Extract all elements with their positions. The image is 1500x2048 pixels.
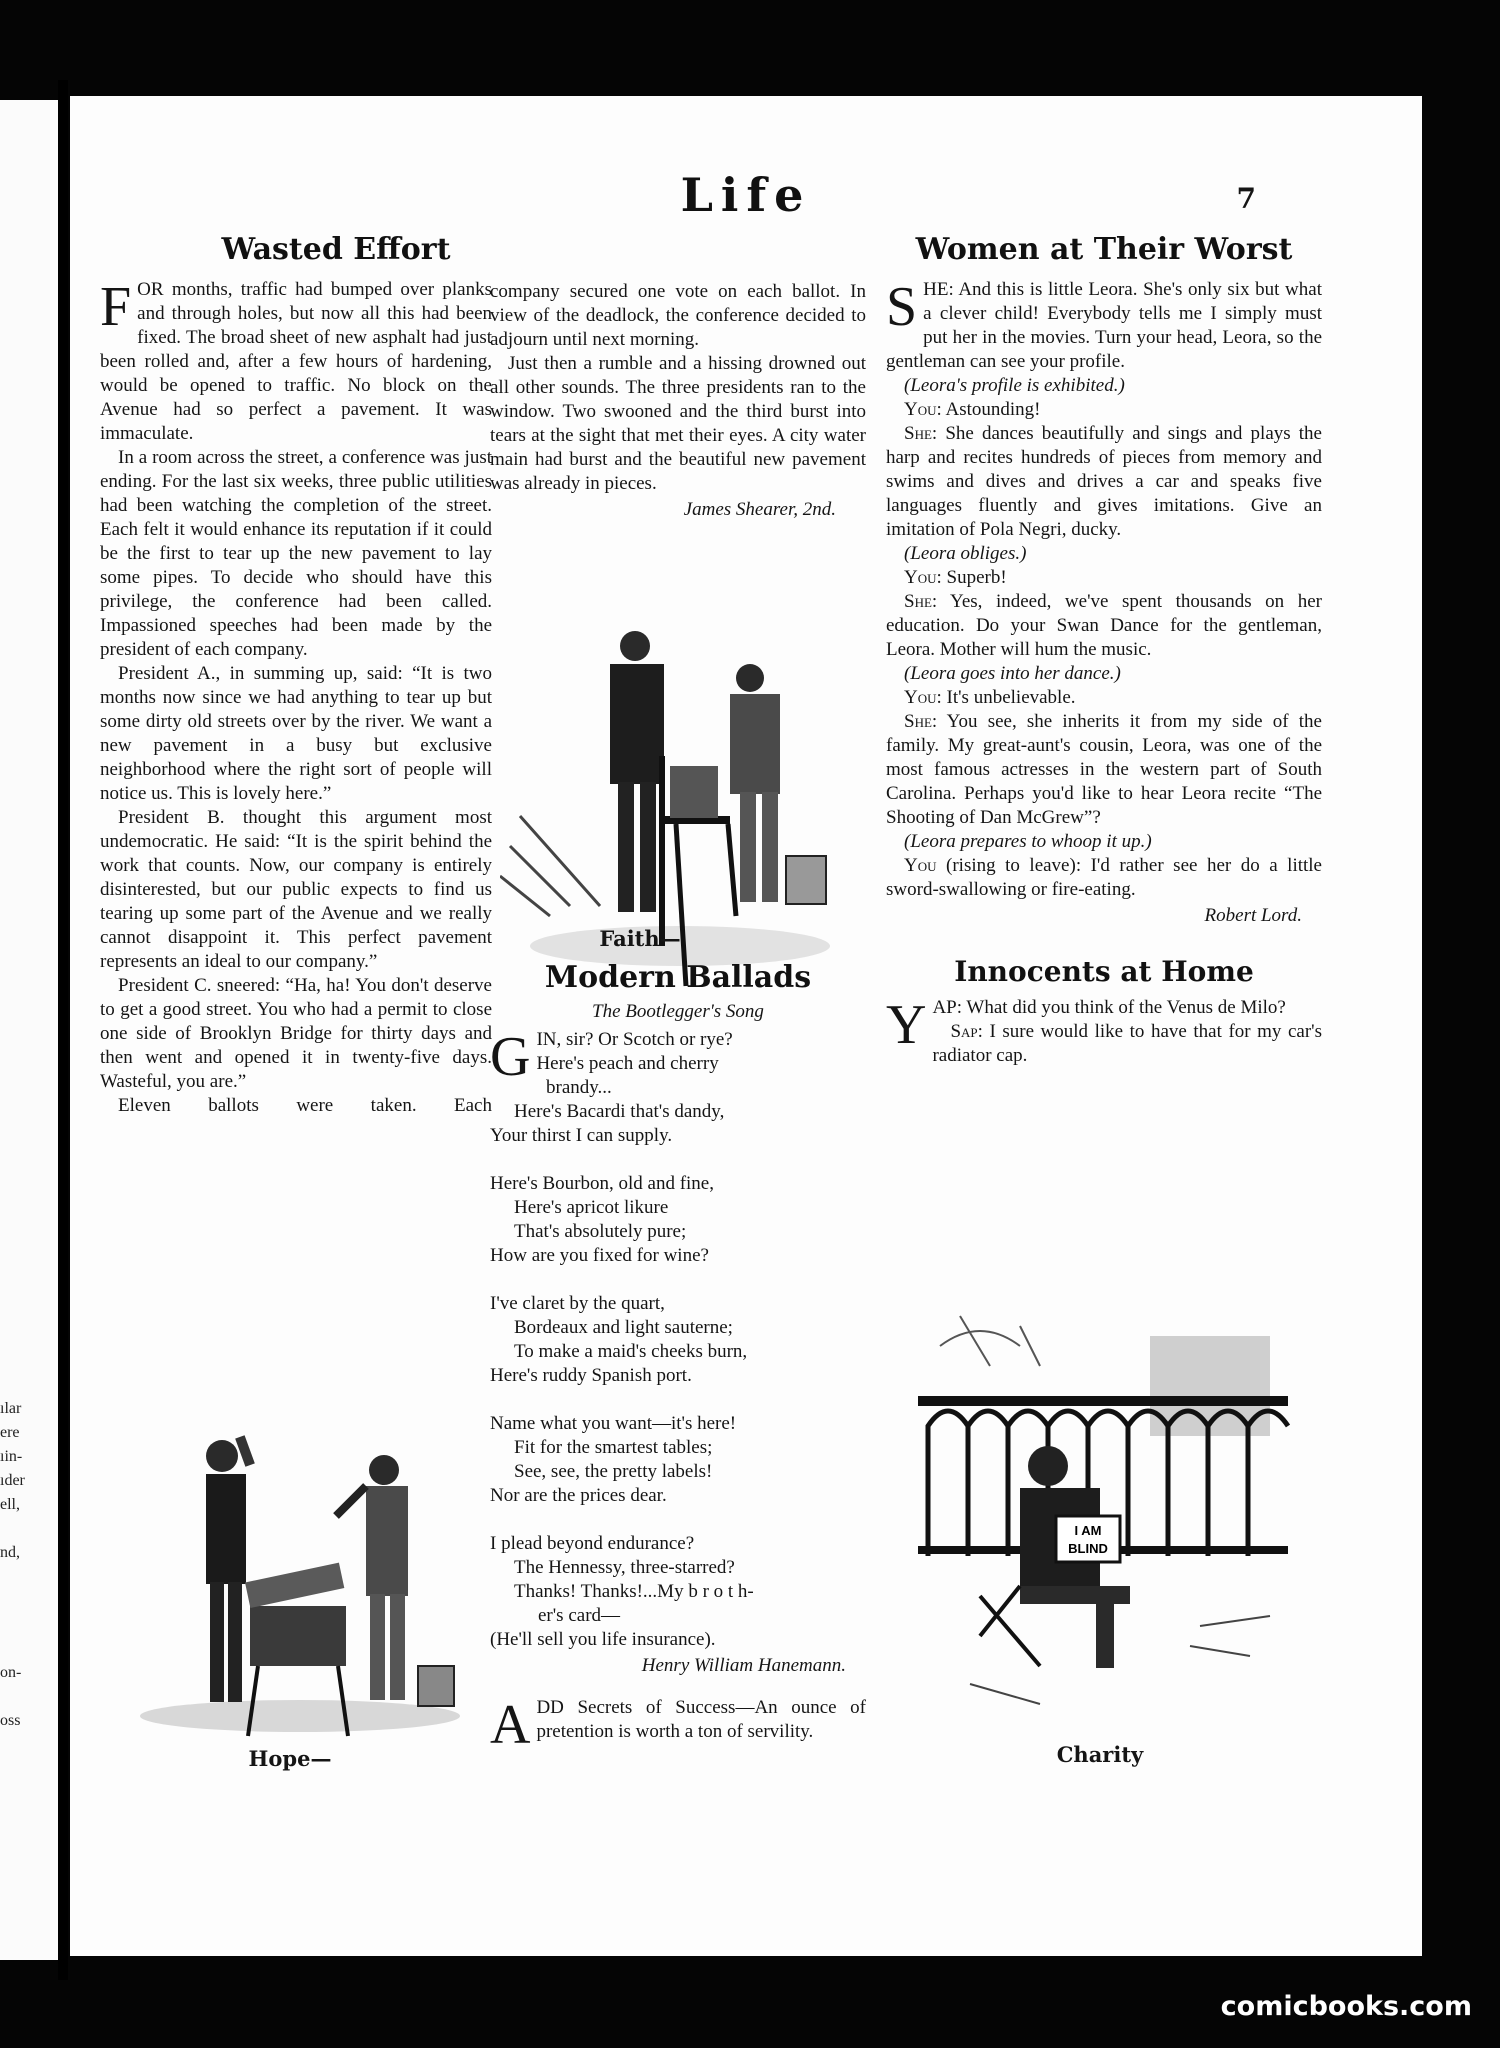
column-wasted-effort bbox=[100, 232, 492, 1118]
page-number: 7 bbox=[1236, 182, 1256, 215]
article-title: Women at Their Worst bbox=[915, 232, 1293, 267]
drop-cap: G bbox=[490, 1026, 531, 1088]
fence-arch bbox=[928, 1411, 968, 1556]
poem-stanza bbox=[490, 1532, 866, 1652]
drop-cap: S bbox=[886, 276, 918, 338]
poem-stanza bbox=[490, 1412, 866, 1508]
dialogue-line: SHE: And this is little Leora. She's only six but what a clever child! Everybody tells me I simply must put her in the movies. Turn your head, Leora, so the gentleman can see your profile. bbox=[886, 276, 1322, 372]
dialogue-line: YAP: What did you think of the Venus de Milo? bbox=[886, 994, 1286, 1056]
poem-line: Here's ruddy Spanish port. bbox=[490, 1365, 692, 1386]
watermark: comicbooks.com bbox=[1220, 1991, 1472, 2022]
charity-caption: Charity bbox=[1056, 1742, 1144, 1767]
poem-line: Thanks! Thanks!...My b r o t h- bbox=[514, 1581, 754, 1602]
modern-ballads bbox=[490, 960, 866, 1756]
secrets-of-success: ADD Secrets of Success—An ounce of pretention is worth a ton of servility. bbox=[490, 1694, 866, 1756]
poem-line: Nor are the prices dear. bbox=[490, 1485, 667, 1506]
dialogue-line: You: Astounding! bbox=[904, 399, 1041, 420]
article-byline: James Shearer, 2nd. bbox=[683, 499, 836, 520]
article-title: Innocents at Home bbox=[954, 955, 1254, 988]
poem-line: I've claret by the quart, bbox=[490, 1293, 665, 1314]
poem-line: Here's peach and cherry bbox=[536, 1053, 719, 1074]
stage-direction: (Leora's profile is exhibited.) bbox=[904, 375, 1125, 396]
poem-stanza bbox=[490, 1028, 866, 1148]
dialogue-line: You: It's unbelievable. bbox=[904, 687, 1076, 708]
stage-direction: (Leora obliges.) bbox=[904, 543, 1027, 564]
dialogue-line: She: Yes, indeed, we've spent thousands on her education. Do your Swan Dance for the gentleman, Leora. Mother will hum the music. bbox=[886, 591, 1322, 660]
article-paragraph: company secured one vote on each ballot. In view of the deadlock, the conference decided to adjourn until next morning. bbox=[490, 281, 866, 350]
poem-line: (He'll sell you life insurance). bbox=[490, 1629, 716, 1650]
poem-line: To make a maid's cheeks burn, bbox=[514, 1341, 748, 1362]
poem-line: Fit for the smartest tables; bbox=[514, 1437, 713, 1458]
fence-arch bbox=[968, 1411, 1008, 1556]
stage-direction: (Leora goes into her dance.) bbox=[904, 663, 1121, 684]
poem-line: Your thirst I can supply. bbox=[490, 1125, 673, 1146]
article-byline: Robert Lord. bbox=[1204, 905, 1302, 926]
column-women-at-their-worst bbox=[886, 232, 1322, 1068]
poem-line: Here's apricot likure bbox=[514, 1197, 669, 1218]
sign-line-2: BLIND bbox=[1068, 1541, 1108, 1556]
drop-cap: F bbox=[100, 276, 132, 338]
article-paragraph: President C. sneered: “Ha, ha! You don't deserve to get a good street. You who had a permit to close one side of Brooklyn Bridge for thirty days and then went and opened it in twenty-five days. Wasteful, you are.” bbox=[100, 975, 492, 1092]
left-page-fragment: ıder bbox=[0, 1472, 25, 1489]
book-gutter bbox=[58, 80, 68, 1980]
poem-line: The Hennessy, three-starred? bbox=[514, 1557, 735, 1578]
poem-line: Name what you want—it's here! bbox=[490, 1413, 737, 1434]
poem-line: That's absolutely pure; bbox=[514, 1221, 687, 1242]
column-middle bbox=[490, 280, 866, 522]
charity-illustration bbox=[900, 1306, 1320, 1726]
left-page-fragment: on- bbox=[0, 1664, 22, 1681]
article-paragraph: In a room across the street, a conference was just ending. For the last six weeks, three public utilities had been watching the completion of the street. Each felt it would enhance its reputation if it could be the first to tear up the new pavement to lay some pipes. To decide who should have this privilege, the conference had been called. Impassioned speeches had been made by the president of each company. bbox=[100, 447, 492, 660]
hope-caption: Hope— bbox=[248, 1746, 332, 1771]
poem-line: Bordeaux and light sauterne; bbox=[514, 1317, 733, 1338]
dialogue-line: She: She dances beautifully and sings and plays the harp and recites hundreds of pieces from memory and swims and dives and drives a car and speaks five languages fluently and gives imitations. Give an imitation of Pola Negri, ducky. bbox=[886, 423, 1322, 540]
faith-caption: Faith— bbox=[599, 926, 681, 951]
faith-illustration bbox=[500, 616, 840, 1016]
poem-line: IN, sir? Or Scotch or rye? bbox=[536, 1029, 733, 1050]
article-paragraph: Just then a rumble and a hissing drowned out all other sounds. The three presidents ran to the window. Two swooned and the third burst into tears at the sight that met their eyes. A city water main had burst and the beautiful new pavement was already in pieces. bbox=[490, 353, 866, 494]
poem-line: Here's Bacardi that's dandy, bbox=[514, 1101, 725, 1122]
magazine-page bbox=[70, 96, 1422, 1956]
poem-byline: Henry William Hanemann. bbox=[641, 1655, 846, 1676]
dialogue-line: She: You see, she inherits it from my side of the family. My great-aunt's cousin, Leora, was one of the most famous actresses in the western part of South Carolina. Perhaps you'd like to hear Leora recite “The Shooting of Dan McGrew”? bbox=[886, 711, 1322, 828]
poem-subtitle: The Bootlegger's Song bbox=[592, 1001, 764, 1022]
poem-line: Here's Bourbon, old and fine, bbox=[490, 1173, 714, 1194]
left-page-fragment: ere bbox=[0, 1424, 20, 1441]
poem-line: How are you fixed for wine? bbox=[490, 1245, 709, 1266]
stage-direction: (Leora prepares to whoop it up.) bbox=[904, 831, 1152, 852]
hope-illustration bbox=[122, 1416, 478, 1746]
drop-cap: A bbox=[490, 1694, 531, 1756]
masthead-logo: Life bbox=[680, 168, 812, 222]
dialogue-line: You: Superb! bbox=[904, 567, 1007, 588]
article-title: Wasted Effort bbox=[221, 232, 451, 267]
poem-line: brandy... bbox=[546, 1077, 612, 1098]
article-paragraph: President B. thought this argument most undemocratic. He said: “It is the spirit behind the work that counts. Now, our company is entirely disinterested, but our public expects to find us tearing up some part of the Avenue and we really cannot disappoint it. This perfect pavement represents an ideal to our company.” bbox=[100, 807, 492, 972]
left-page-fragment: ell, bbox=[0, 1496, 20, 1513]
left-facing-page bbox=[0, 100, 62, 1960]
left-page-fragment: oss bbox=[0, 1712, 21, 1729]
poem-line: er's card— bbox=[538, 1605, 621, 1626]
drop-cap: Y bbox=[886, 994, 927, 1056]
left-page-fragment: ıin- bbox=[0, 1448, 23, 1465]
dialogue-line: Sap: I sure would like to have that for my car's radiator cap. bbox=[932, 1021, 1322, 1066]
poem-stanza bbox=[490, 1292, 866, 1388]
poem-line: See, see, the pretty labels! bbox=[514, 1461, 713, 1482]
sign-line-1: I AM bbox=[1074, 1523, 1102, 1538]
article-paragraph: Eleven ballots were taken. Each bbox=[118, 1095, 492, 1116]
article-paragraph: FOR months, traffic had bumped over planks and through holes, but now all this had been fixed. The broad sheet of new asphalt had just been rolled and, after a few hours of hardening, would be opened to traffic. No block on the Avenue had so perfect a pavement. It was immaculate. bbox=[100, 276, 492, 444]
poem-stanza bbox=[490, 1172, 866, 1268]
left-page-fragment: nd, bbox=[0, 1544, 20, 1561]
article-paragraph: President A., in summing up, said: “It is two months now since we had anything to tear up but some dirty old streets over by the river. We want a new pavement in a busy but exclusive neighborhood where the right sort of people will notice us. This is lovely here.” bbox=[100, 663, 492, 804]
dialogue-body bbox=[886, 278, 1322, 902]
poem-line: I plead beyond endurance? bbox=[490, 1533, 695, 1554]
poem-title: Modern Ballads bbox=[544, 960, 812, 995]
dialogue-line: You (rising to leave): I'd rather see her do a little sword-swallowing or fire-eating. bbox=[886, 855, 1322, 900]
left-page-fragment: ılar bbox=[0, 1400, 22, 1417]
